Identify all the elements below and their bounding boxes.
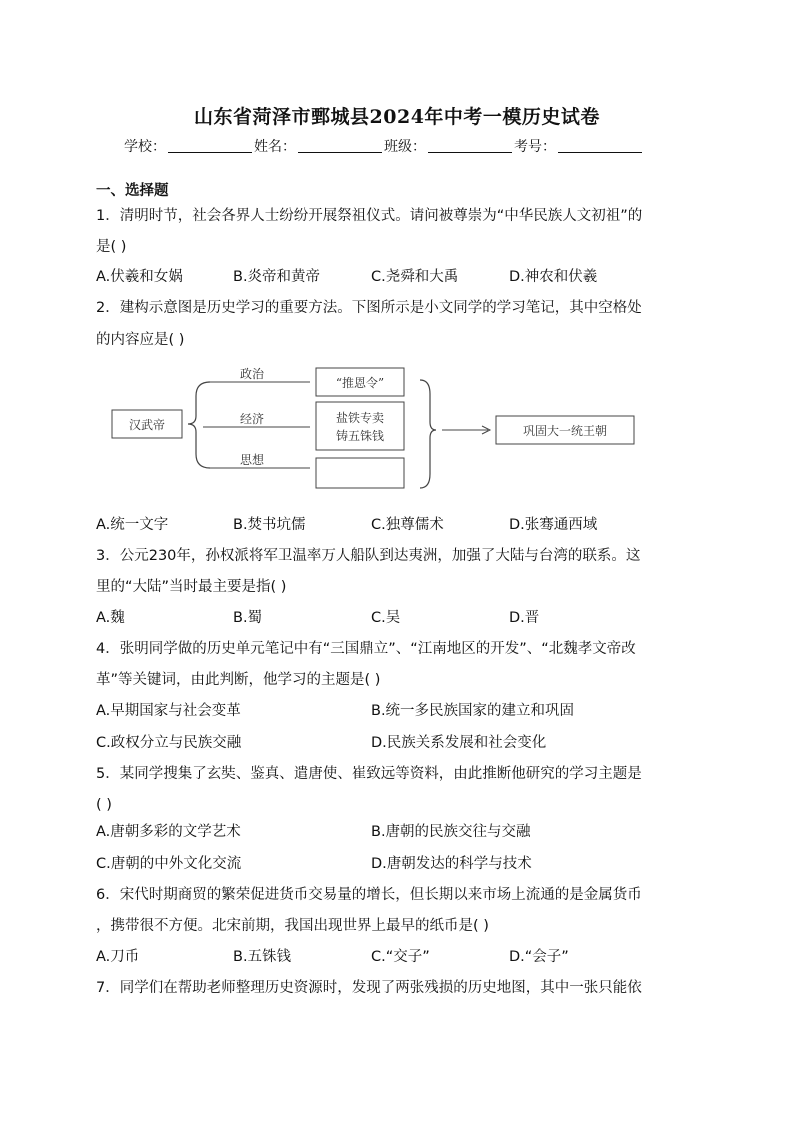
q1-option-a[interactable]: A.伏羲和女娲 [96, 269, 183, 285]
q3-option-b[interactable]: B.蜀 [233, 610, 263, 626]
q3-option-d[interactable]: D.晋 [509, 610, 540, 626]
q3-option-c[interactable]: C.吴 [371, 610, 401, 626]
diagram-left-label: 汉武帝 [128, 418, 166, 432]
q1-option-b[interactable]: B.炎帝和黄帝 [233, 269, 321, 285]
q6-option-b[interactable]: B.五铢钱 [233, 949, 292, 965]
q5-option-c[interactable]: C.唐朝的中外文化交流 [96, 856, 242, 872]
diagram-box-thought-blank [316, 458, 404, 488]
q4-option-c[interactable]: C.政权分立与民族交融 [96, 735, 242, 751]
diagram-label-economy: 经济 [239, 412, 265, 426]
q4-option-d[interactable]: D.民族关系发展和社会变化 [371, 735, 547, 751]
student-info-line [124, 136, 644, 156]
diagram-box-economy-line-2: 铸五铢钱 [335, 429, 385, 443]
question-4-line-1: 4．张明同学做的历史单元笔记中有“三国鼎立”、“江南地区的开发”、“北魏孝文帝改 [96, 641, 636, 657]
q3-option-a[interactable]: A.魏 [96, 610, 125, 626]
school-label: 学校： [124, 139, 166, 155]
diagram-box-economy-line-1: 盐铁专卖 [335, 411, 385, 425]
question-1-line-1: 1．清明时节，社会各界人士纷纷开展祭祖仪式。请问被尊崇为“中华民族人文初祖”的 [96, 208, 643, 224]
question-1-line-2: 是( ) [96, 239, 127, 255]
diagram-left-brace [188, 382, 210, 468]
class-blank [428, 138, 512, 153]
question-6-line-1: 6．宋代时期商贸的繁荣促进货币交易量的增长，但长期以来市场上流通的是金属货币 [96, 887, 642, 903]
q5-option-d[interactable]: D.唐朝发达的科学与技术 [371, 856, 532, 872]
question-6-line-2: ，携带很不方便。北宋前期，我国出现世界上最早的纸币是( ) [96, 918, 489, 934]
question-5-line-1: 5．某同学搜集了玄奘、鉴真、遣唐使、崔致远等资料，由此推断他研究的学习主题是 [96, 766, 642, 782]
section-heading: 一、选择题 [96, 183, 169, 199]
q6-option-d[interactable]: D.“会子” [509, 949, 569, 965]
question-2-line-2: 的内容应是( ) [96, 332, 185, 348]
q2-option-c[interactable]: C.独尊儒术 [371, 517, 444, 533]
page-title: 山东省菏泽市鄄城县2024年中考一模历史试卷 [194, 106, 600, 128]
school-blank [168, 138, 252, 153]
concept-diagram [110, 360, 650, 495]
name-label: 姓名： [254, 139, 296, 155]
q5-option-a[interactable]: A.唐朝多彩的文学艺术 [96, 824, 241, 840]
q6-option-c[interactable]: C.“交子” [371, 949, 430, 965]
q1-option-c[interactable]: C.尧舜和大禹 [371, 269, 459, 285]
question-3-line-1: 3．公元230年，孙权派将军卫温率万人船队到达夷洲，加强了大陆与台湾的联系。这 [96, 548, 641, 564]
q4-option-a[interactable]: A.早期国家与社会变革 [96, 703, 241, 719]
q2-option-a[interactable]: A.统一文字 [96, 517, 169, 533]
name-blank [298, 138, 382, 153]
question-4-line-2: 革”等关键词，由此判断，他学习的主题是( ) [96, 672, 381, 688]
question-7-line-1: 7．同学们在帮助老师整理历史资源时，发现了两张残损的历史地图，其中一张只能依 [96, 980, 642, 996]
q5-option-b[interactable]: B.唐朝的民族交往与交融 [371, 824, 531, 840]
q6-option-a[interactable]: A.刀币 [96, 949, 140, 965]
number-label: 考号： [514, 139, 556, 155]
q1-option-d[interactable]: D.神农和伏羲 [509, 269, 598, 285]
q2-option-d[interactable]: D.张骞通西域 [509, 517, 598, 533]
q4-option-b[interactable]: B.统一多民族国家的建立和巩固 [371, 703, 575, 719]
number-blank [558, 138, 642, 153]
class-label: 班级： [384, 139, 426, 155]
question-5-line-2: ( ) [96, 797, 112, 813]
question-2-line-1: 2．建构示意图是历史学习的重要方法。下图所示是小文同学的学习笔记，其中空格处 [96, 300, 642, 316]
diagram-label-politics: 政治 [239, 367, 265, 381]
q2-option-b[interactable]: B.焚书坑儒 [233, 517, 306, 533]
diagram-right-brace [420, 380, 436, 488]
diagram-label-thought: 思想 [239, 453, 265, 467]
question-3-line-2: 里的“大陆”当时最主要是指( ) [96, 579, 287, 595]
diagram-result-label: 巩固大一统王朝 [522, 424, 608, 438]
diagram-box-politics-text: “推恩令” [335, 376, 385, 390]
